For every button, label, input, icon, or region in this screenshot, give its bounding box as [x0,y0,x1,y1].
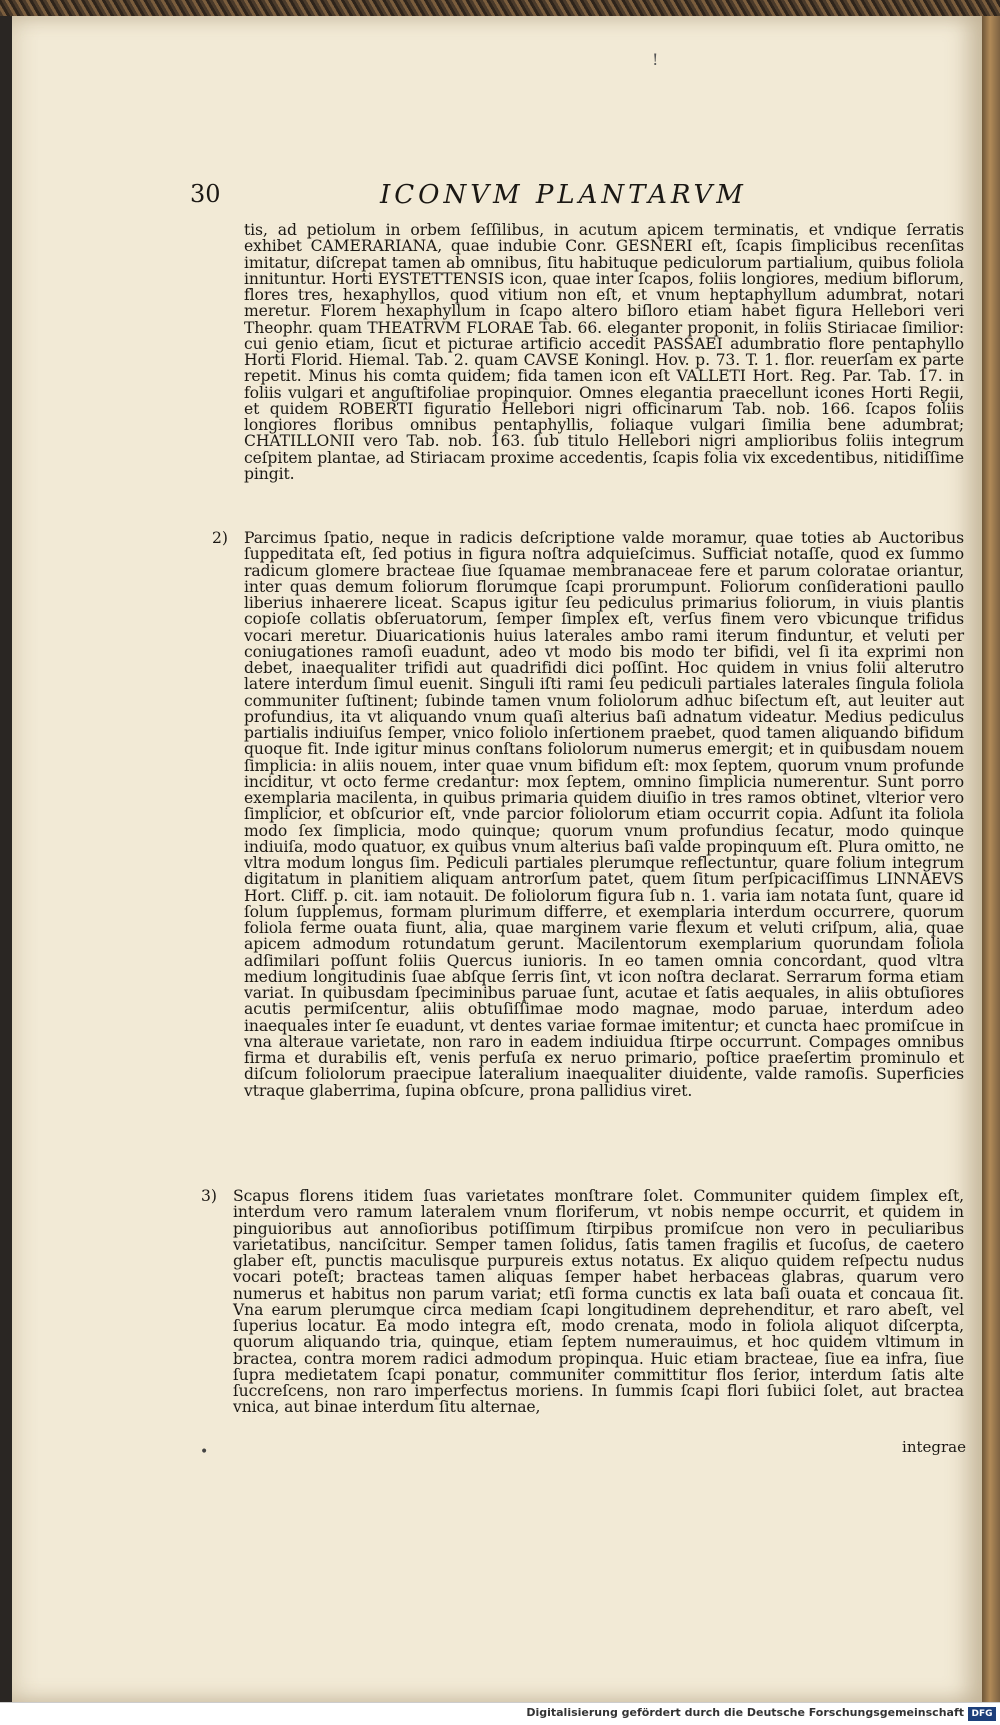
footer-bar [0,1702,1000,1725]
paragraph-3-number: 3) [201,1187,217,1205]
dfg-logo-icon[interactable]: DFG [968,1707,996,1721]
paragraph-1-text: tis, ad petiolum in orbem ſeſſilibus, in acutum apicem terminatis, et vndique ſerratis exhibet CAMERARIANA, quae indubie Conr. GESNERI eſt, ſcapis ſimplicibus recenſitas imitatur, diſcrepat tamen ab omnibus, ſitu habituque pediculorum partialium, quibus foliola innituntur. Horti EYSTETTENSIS icon, quae inter ſcapos, foliis longiores, medium biflorum, flores tres, hexaphyllos, quod vitium non eſt, et vnum heptaphyllum adumbrat, notari meretur. Florem hexaphyllum in ſcapo altero biſloro etiam habet figura Hellebori veri Theophr. quam THEATRVM FLORAE Tab. 66. eleganter proponit, in foliis Stiriacae ſimilior: cui genio etiam, ſicut et picturae artificio accedit PASSAEI adumbratio flore pentaphyllo Horti Florid. Hiemal. Tab. 2. quam CAVSE Koningl. Hov. p. 73. T. 1. flor. reuerſam ex parte repetit. Minus his comta quidem; fida tamen icon eſt VALLETI Hort. Reg. Par. Tab. 17. in foliis vulgari et anguſtifoliae propinquior. Omnes elegantia praecellunt icones Horti Regii, et quidem ROBERTI figuratio Hellebori nigri officinarum Tab. nob. 166. ſcapos foliis longiores floribus omnibus pentaphyllis, foliaque vulgari ſimilia bene adumbrat; CHATILLONII vero Tab. nob. 163. ſub titulo Hellebori nigri amplioribus foliis integrum ceſpitem plantae, ad Stiriacam proxime accedentis, ſcapis folia vix excedentibus, nitidiſſime pingit. [244,221,964,483]
paragraph-2 [212,529,964,1100]
binding-edge-strip [0,0,1000,16]
paragraph-1 [244,222,964,482]
paragraph-3-text: Scapus florens itidem ſuas varietates monſtrare ſolet. Communiter quidem ſimplex eſt, interdum vero ramum lateralem vnum floriferum, vt nobis nempe occurrit, et quidem in pinguioribus aut annoſioribus potiſſimum ſtirpibus promiſcue non vero in peculiaribus varietatibus, nanciſcitur. Semper tamen ſolidus, ſatis tamen fragilis et ſucoſus, de caetero glaber eſt, punctis maculisque purpureis extus notatus. Ex aliquo quidem reſpectu nudus vocari poteſt; bracteas tamen aliquas ſemper habet herbaceas glabras, quarum vero numerus et habitus non parum variat; etſi forma cunctis ex lata baſi ouata et concaua ſit. Vna earum plerumque circa mediam ſcapi longitudinem deprehenditur, et raro abeſt, vel ſuperius locatur. Ea modo integra eſt, modo crenata, modo in foliola aliquot diſcerpta, quorum aliquando tria, quinque, etiam ſeptem numerauimus, et hoc quidem vltimum in bractea, contra morem radici admodum propinqua. Huic etiam bracteae, ſiue ea infra, ſiue ſupra medietatem ſcapi ponatur, communiter committitur flos ſerior, interdum ſatis alte ſuccreſcens, non raro imperfectus moriens. In ſummis ſcapi flori ſubiici ſolet, aut bractea vnica, aut binae interdum ſitu alternae, [233,1187,964,1417]
paragraph-3 [201,1187,964,1417]
paragraph-2-text: Parcimus ſpatio, neque in radicis deſcriptione valde moramur, quae toties ab Auctoribus ſuppeditata eſt, ſed potius in figura noſtra adquieſcimus. Sufficiat notaſſe, quod ex ſummo radicum glomere bracteae ſiue ſquamae membranaceae fere et parum coloratae oriantur, inter quas demum foliorum florumque ſcapi prorumpunt. Foliorum conſiderationi paullo liberius inhaerere liceat. Scapus igitur ſeu pediculus primarius foliorum, in viuis plantis copioſe collatis obſeruatorum, ſemper ſimplex eſt, verſus finem vero vbicunque trifidus vocari meretur. Diuaricationis huius laterales ambo rami iterum finduntur, et veluti per coniugationes ramoſi euadunt, adeo vt modo bis modo ter bifidi, vel ſi ita exprimi non debet, inaequaliter trifidi aut quadrifidi dici poſſint. Hoc quidem in vnius folii alterutro latere interdum ſimul euenit. Singuli iſti rami ſeu pediculi partiales laterales ſingula foliola communiter ſuſtinent; ſubinde tamen vnum foliolorum adhuc biſectum eſt, aut leuiter aut profundius, ita vt aliquando vnum quaſi alterius baſi adnatum videatur. Medius pediculus partialis indiuiſus ſemper, vnico foliolo inſertionem praebet, quod tamen aliquando bifidum quoque fit. Inde igitur minus conſtans foliolorum numerus emergit; et in quibusdam nouem ſimplicia: in aliis nouem, inter quae vnum bifidum eſt: mox ſeptem, quorum vnum profunde inciditur, vt octo ferme credantur: mox ſeptem, omnino ſimplicia numerentur. Sunt porro exemplaria macilenta, in quibus primaria quidem diuiſio in tres ramos obtinet, vlterior vero ſimplicior, et obſcurior eſt, vnde parcior foliolorum etiam occurrit copia. Adſunt ita foliola modo ſex ſimplicia, modo quinque; quorum vnum profundius ſecatur, modo quinque indiuiſa, modo quatuor, ex quibus vnum alterius baſi valde propinquum eſt. Plura omitto, ne vltra modum longus ſim. Pediculi partiales plerumque reflectuntur, quare folium integrum digitatum in planitiem aliquam antrorſum patet, quem ſitum perſpicaciſſimus LINNAEVS Hort. Cliff. p. cit. iam notauit. De foliolorum figura ſub n. 1. varia iam notata ſunt, quare id ſolum ſupplemus, formam plurimum differre, et exemplaria interdum occurrere, quorum foliola ferme ouata fiunt, alia, quae marginem varie flexum et veluti criſpum, alia, quae apicem admodum rotundatum gerunt. Macilentorum exemplarium quorundam foliola adſimilari poſſunt foliis Quercus iunioris. In eo tamen omnia concordant, quod vltra medium longitudinis ſuae abſque ſerris ſint, vt icon noſtra declarat. Serrarum forma etiam variat. In quibusdam ſpeciminibus paruae ſunt, acutae et ſatis aequales, in aliis obtuſiores acutis permiſcentur, aliis obtuſiſſimae modo magnae, modo paruae, interdum adeo inaequales inter ſe euadunt, vt dentes variae formae imitentur; et cuncta haec promiſcue in vna alteraue varietate, non raro in eadem indiuidua ſtirpe occurrunt. Compages omnibus firma et durabilis eſt, venis perfuſa ex neruo primario, poſtice praeſertim prominulo et diſcum foliolorum praecipue lateralium inaequaliter diuidente, valde ramoſis. Superficies vtraque glaberrima, ſupina obſcure, prona pallidius viret. [244,529,964,1100]
paragraph-2-number: 2) [212,529,228,547]
marginal-mark: ! [652,50,659,69]
page-number: 30 [190,180,221,208]
running-title: ICONVM PLANTARVM [380,180,747,210]
catchword: integrae [902,1438,966,1456]
margin-dot: • [200,1444,209,1460]
footer-credit: Digitalisierung gefördert durch die Deutsche Forschungsgemeinschaft [526,1706,964,1719]
book-fore-edge [982,16,1000,1702]
